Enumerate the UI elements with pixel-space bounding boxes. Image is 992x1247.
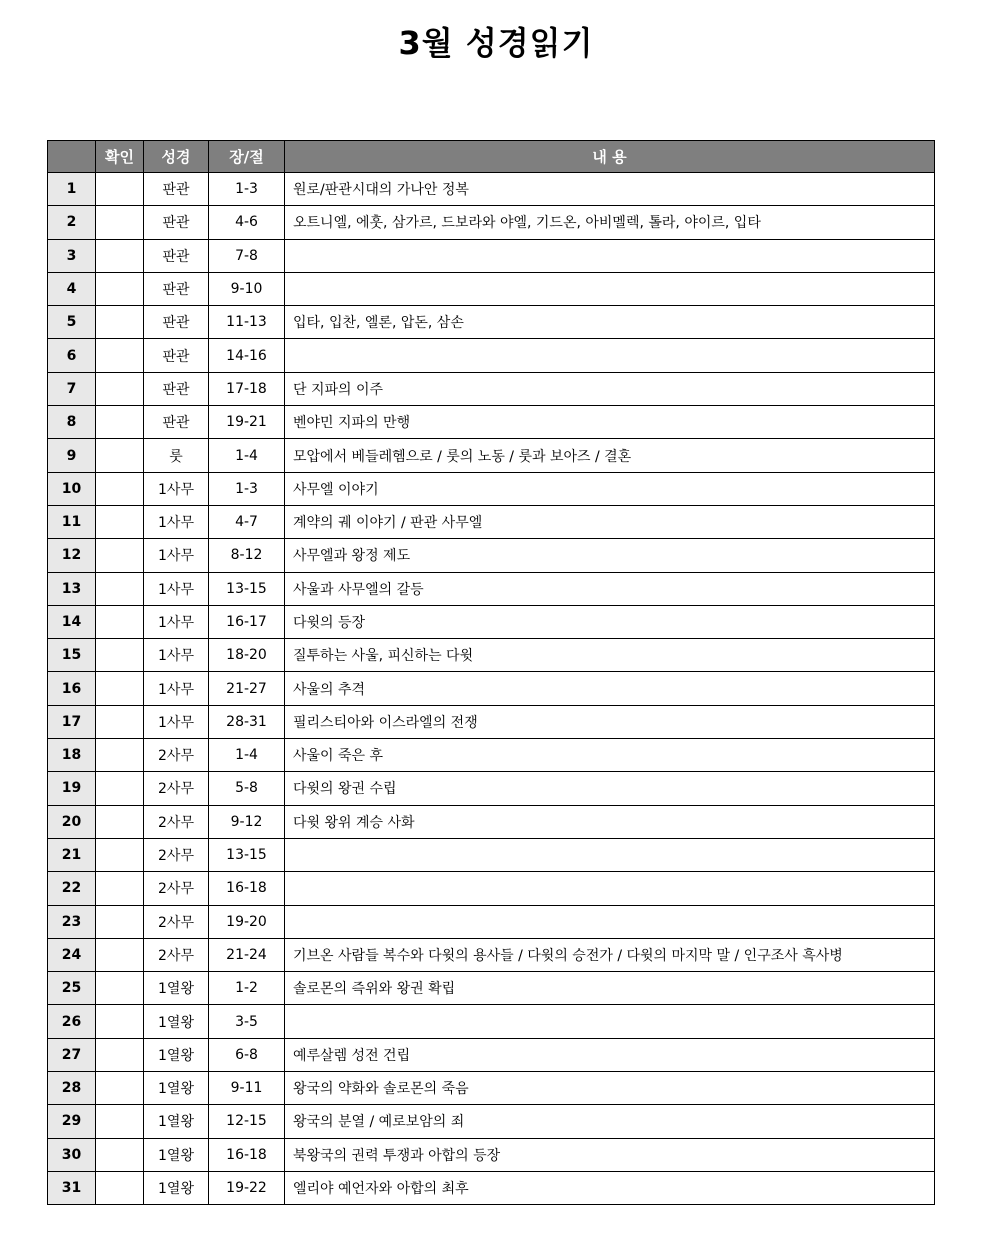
table-row [48,206,935,239]
chapter-cell: 8-12 [209,539,285,572]
chapter-cell: 9-12 [209,805,285,838]
book-cell: 1사무 [144,505,209,538]
content-cell [285,872,935,905]
book-cell: 1사무 [144,705,209,738]
chapter-cell: 1-4 [209,439,285,472]
book-cell: 2사무 [144,739,209,772]
content-cell: 북왕국의 권력 투쟁과 아합의 등장 [285,1138,935,1171]
book-cell: 1사무 [144,672,209,705]
book-cell: 1사무 [144,572,209,605]
day-number: 17 [48,705,96,738]
check-cell[interactable] [96,772,144,805]
header-chapter: 장/절 [209,141,285,173]
check-cell[interactable] [96,372,144,405]
check-cell[interactable] [96,938,144,971]
book-cell: 1열왕 [144,1105,209,1138]
day-number: 7 [48,372,96,405]
header-check: 확인 [96,141,144,173]
book-cell: 2사무 [144,772,209,805]
chapter-cell: 1-3 [209,173,285,206]
book-cell: 1사무 [144,472,209,505]
content-cell: 다윗 왕위 계승 사화 [285,805,935,838]
check-cell[interactable] [96,605,144,638]
book-cell: 판관 [144,272,209,305]
day-number: 18 [48,739,96,772]
chapter-cell: 16-17 [209,605,285,638]
chapter-cell: 17-18 [209,372,285,405]
chapter-cell: 11-13 [209,306,285,339]
day-number: 26 [48,1005,96,1038]
check-cell[interactable] [96,805,144,838]
check-cell[interactable] [96,505,144,538]
content-cell [285,905,935,938]
check-cell[interactable] [96,838,144,871]
check-cell[interactable] [96,1171,144,1204]
day-number: 14 [48,605,96,638]
table-row [48,705,935,738]
day-number: 5 [48,306,96,339]
check-cell[interactable] [96,173,144,206]
content-cell: 엘리야 예언자와 아합의 최후 [285,1171,935,1204]
day-number: 22 [48,872,96,905]
check-cell[interactable] [96,572,144,605]
content-cell: 모압에서 베들레헴으로 / 룻의 노동 / 룻과 보아즈 / 결혼 [285,439,935,472]
chapter-cell: 4-7 [209,505,285,538]
chapter-cell: 7-8 [209,239,285,272]
table-row [48,872,935,905]
day-number: 30 [48,1138,96,1171]
content-cell: 질투하는 사울, 피신하는 다윗 [285,639,935,672]
day-number: 16 [48,672,96,705]
book-cell: 2사무 [144,938,209,971]
book-cell: 1사무 [144,639,209,672]
table-row [48,972,935,1005]
day-number: 12 [48,539,96,572]
book-cell: 1열왕 [144,1038,209,1071]
check-cell[interactable] [96,239,144,272]
book-cell: 판관 [144,306,209,339]
book-cell: 판관 [144,372,209,405]
content-cell: 입타, 입찬, 엘론, 압돈, 삼손 [285,306,935,339]
chapter-cell: 28-31 [209,705,285,738]
content-cell [285,339,935,372]
day-number: 11 [48,505,96,538]
content-cell: 사울이 죽은 후 [285,739,935,772]
table-row [48,406,935,439]
day-number: 4 [48,272,96,305]
table-row [48,605,935,638]
day-number: 25 [48,972,96,1005]
content-cell: 필리스티아와 이스라엘의 전쟁 [285,705,935,738]
check-cell[interactable] [96,1105,144,1138]
table-row [48,938,935,971]
day-number: 29 [48,1105,96,1138]
table-row [48,272,935,305]
content-cell [285,272,935,305]
day-number: 3 [48,239,96,272]
content-cell: 왕국의 약화와 솔로몬의 죽음 [285,1072,935,1105]
content-cell: 다윗의 왕권 수립 [285,772,935,805]
header-number [48,141,96,173]
content-cell [285,838,935,871]
check-cell[interactable] [96,339,144,372]
book-cell: 1열왕 [144,972,209,1005]
day-number: 1 [48,173,96,206]
table-row [48,905,935,938]
content-cell: 사울의 추격 [285,672,935,705]
table-row [48,1072,935,1105]
table-row [48,472,935,505]
table-row [48,805,935,838]
check-cell[interactable] [96,872,144,905]
book-cell: 2사무 [144,905,209,938]
book-cell: 판관 [144,406,209,439]
header-content: 내 용 [285,141,935,173]
book-cell: 1열왕 [144,1072,209,1105]
table-row [48,1138,935,1171]
day-number: 24 [48,938,96,971]
day-number: 6 [48,339,96,372]
chapter-cell: 14-16 [209,339,285,372]
chapter-cell: 19-20 [209,905,285,938]
table-row [48,372,935,405]
book-cell: 2사무 [144,805,209,838]
table-row [48,572,935,605]
day-number: 21 [48,838,96,871]
table-row [48,1171,935,1204]
table-header [48,141,935,173]
check-cell[interactable] [96,406,144,439]
chapter-cell: 5-8 [209,772,285,805]
check-cell[interactable] [96,206,144,239]
content-cell: 다윗의 등장 [285,605,935,638]
day-number: 19 [48,772,96,805]
table-row [48,1005,935,1038]
day-number: 15 [48,639,96,672]
chapter-cell: 16-18 [209,1138,285,1171]
day-number: 27 [48,1038,96,1071]
content-cell: 사무엘과 왕정 제도 [285,539,935,572]
content-cell [285,1005,935,1038]
chapter-cell: 6-8 [209,1038,285,1071]
chapter-cell: 18-20 [209,639,285,672]
reading-table [47,140,935,1205]
check-cell[interactable] [96,672,144,705]
book-cell: 1열왕 [144,1171,209,1204]
book-cell: 판관 [144,206,209,239]
content-cell: 단 지파의 이주 [285,372,935,405]
content-cell [285,239,935,272]
table-row [48,1105,935,1138]
table-row [48,739,935,772]
day-number: 31 [48,1171,96,1204]
day-number: 23 [48,905,96,938]
table-row [48,439,935,472]
table-row [48,539,935,572]
table-row [48,672,935,705]
chapter-cell: 21-27 [209,672,285,705]
table-row [48,838,935,871]
chapter-cell: 13-15 [209,572,285,605]
page-title: 3월 성경읽기 [398,24,594,62]
book-cell: 판관 [144,339,209,372]
chapter-cell: 19-21 [209,406,285,439]
chapter-cell: 16-18 [209,872,285,905]
content-cell: 기브온 사람들 복수와 다윗의 용사들 / 다윗의 승전가 / 다윗의 마지막 말 / 인구조사 흑사병 [285,938,935,971]
check-cell[interactable] [96,272,144,305]
chapter-cell: 21-24 [209,938,285,971]
content-cell: 원로/판관시대의 가나안 정복 [285,173,935,206]
check-cell[interactable] [96,472,144,505]
book-cell: 1열왕 [144,1005,209,1038]
header-book: 성경 [144,141,209,173]
check-cell[interactable] [96,539,144,572]
content-cell: 왕국의 분열 / 예로보암의 죄 [285,1105,935,1138]
book-cell: 1열왕 [144,1138,209,1171]
table-row [48,306,935,339]
table-row [48,1038,935,1071]
book-cell: 룻 [144,439,209,472]
check-cell[interactable] [96,705,144,738]
table-row [48,772,935,805]
day-number: 13 [48,572,96,605]
chapter-cell: 1-2 [209,972,285,1005]
book-cell: 1사무 [144,605,209,638]
table-row [48,639,935,672]
chapter-cell: 4-6 [209,206,285,239]
book-cell: 2사무 [144,872,209,905]
day-number: 28 [48,1072,96,1105]
check-cell[interactable] [96,1072,144,1105]
table-row [48,339,935,372]
content-cell: 계약의 궤 이야기 / 판관 사무엘 [285,505,935,538]
chapter-cell: 1-3 [209,472,285,505]
check-cell[interactable] [96,972,144,1005]
chapter-cell: 12-15 [209,1105,285,1138]
table-row [48,173,935,206]
check-cell[interactable] [96,1138,144,1171]
check-cell[interactable] [96,739,144,772]
book-cell: 판관 [144,239,209,272]
day-number: 8 [48,406,96,439]
day-number: 20 [48,805,96,838]
book-cell: 2사무 [144,838,209,871]
chapter-cell: 19-22 [209,1171,285,1204]
book-cell: 1사무 [144,539,209,572]
check-cell[interactable] [96,639,144,672]
check-cell[interactable] [96,905,144,938]
chapter-cell: 9-11 [209,1072,285,1105]
check-cell[interactable] [96,306,144,339]
day-number: 9 [48,439,96,472]
table-row [48,239,935,272]
table-row [48,505,935,538]
content-cell: 오트니엘, 에훗, 삼가르, 드보라와 야엘, 기드온, 아비멜렉, 톨라, 야이르, 입타 [285,206,935,239]
chapter-cell: 9-10 [209,272,285,305]
content-cell: 사울과 사무엘의 갈등 [285,572,935,605]
content-cell: 사무엘 이야기 [285,472,935,505]
content-cell: 벤야민 지파의 만행 [285,406,935,439]
chapter-cell: 13-15 [209,838,285,871]
day-number: 2 [48,206,96,239]
chapter-cell: 3-5 [209,1005,285,1038]
book-cell: 판관 [144,173,209,206]
content-cell: 예루살렘 성전 건립 [285,1038,935,1071]
day-number: 10 [48,472,96,505]
content-cell: 솔로몬의 즉위와 왕권 확립 [285,972,935,1005]
check-cell[interactable] [96,1005,144,1038]
check-cell[interactable] [96,1038,144,1071]
chapter-cell: 1-4 [209,739,285,772]
check-cell[interactable] [96,439,144,472]
